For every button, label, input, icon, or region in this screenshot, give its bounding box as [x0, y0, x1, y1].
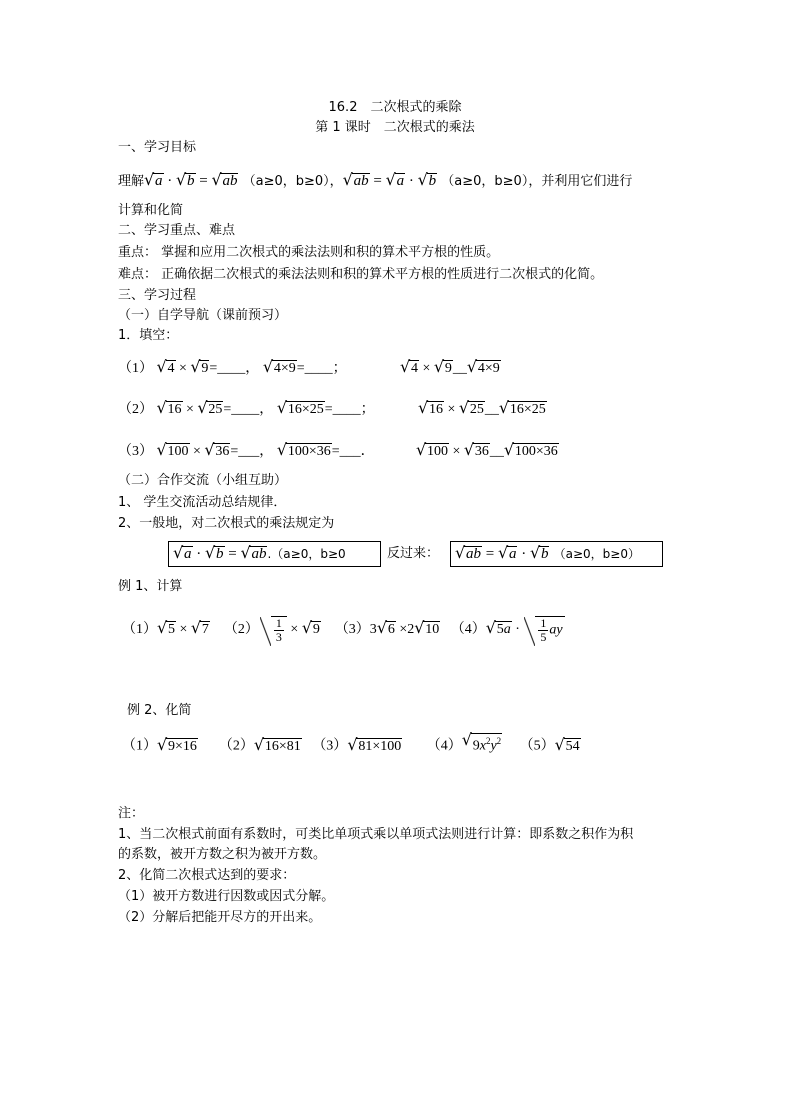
rule-condition: .（a≥0，b≥0 — [267, 547, 346, 561]
radicand: √ 9 — [443, 360, 453, 376]
example-2-item-5-label: （5） — [519, 738, 555, 754]
fill-item-3: （3） √ 100 × √ 36=___， √ 100×36=___． — [118, 441, 375, 463]
note-2: 2、化简二次根式达到的要求： — [118, 868, 296, 883]
blank: =___， — [230, 444, 274, 459]
example-1-item-2-label: （2） — [223, 622, 259, 638]
fill-item-2: （2） √ 16 × √ 25=____， √ 16×25=____； — [118, 399, 375, 421]
blank: =___． — [331, 444, 375, 459]
blank: =____， — [209, 361, 260, 376]
example-1-item-4-label: （4） — [450, 622, 486, 638]
cooperation-item-1: 1、 学生交流活动总结规律． — [118, 495, 287, 510]
radicand: √ 4 — [409, 360, 419, 376]
lesson-subtitle: 第 1 课时 二次根式的乘法 — [315, 120, 475, 135]
fill-item-number: （1） — [118, 361, 153, 376]
radicand: √ 100 — [166, 443, 190, 459]
radicand: √ 4×9 — [272, 360, 297, 376]
compare-item-1: √ 4 × √ 9__√ 4×9 — [400, 358, 501, 380]
reverse-condition: （a≥0，b≥0） — [553, 547, 640, 561]
reverse-rule-box — [450, 541, 663, 567]
multiplication-rule-box — [168, 541, 381, 567]
fill-item-number: （2） — [118, 402, 153, 417]
goal-condition-1: （a≥0，b≥0）， — [242, 174, 343, 189]
cooperation-item-2: 2、一般地，对二次根式的乘法规定为 — [118, 516, 335, 531]
radicand: √ 25 — [468, 401, 485, 417]
fill-item-number: （3） — [118, 444, 153, 459]
rule-formula: √ a · √ b = √ ab — [173, 546, 267, 562]
key-point: 重点： 掌握和应用二次根式的乘法法则和积的算术平方根的性质。 — [118, 245, 500, 260]
radicand: √ 25 — [206, 401, 223, 417]
radicand: √ 4×9 — [476, 360, 501, 376]
reverse-label: 反过来： — [387, 546, 440, 561]
compare-item-3: √ 100 × √ 36__√ 100×36 — [416, 441, 559, 463]
cooperation-heading: （二）合作交流（小组互助） — [118, 473, 288, 488]
radicand: √ 36 — [213, 443, 230, 459]
note-2-item-1: （1）被开方数进行因数或因式分解。 — [118, 889, 335, 904]
radicand: √ 16 — [427, 401, 444, 417]
radicand: √ 4 — [166, 360, 176, 376]
radicand: √ 16×25 — [286, 401, 325, 417]
goal-line — [118, 170, 632, 193]
radicand: √ 100×36 — [286, 443, 332, 459]
fill-item-1: （1） √ 4 × √ 9=____， √ 4×9=____； — [118, 358, 347, 380]
radicand: √ 9 — [199, 360, 209, 376]
note-1-line-2: 的系数，被开方数之积为被开方数。 — [118, 847, 327, 862]
fill-heading: 1．填空： — [118, 328, 179, 343]
example-2-heading: 例 2、化简 — [127, 703, 192, 718]
example-2-item-1-label: （1） — [122, 738, 157, 754]
radicand: √ 36 — [473, 443, 490, 459]
example-1-item-3-label: （3）3 — [334, 622, 377, 638]
example-2-item-3-label: （3） — [312, 738, 348, 754]
note-2-item-2: （2）分解后把能开尽方的开出来。 — [118, 910, 322, 925]
radicand: √ 16 — [166, 401, 183, 417]
section-goals-heading: 一、学习目标 — [118, 140, 197, 155]
example-1-heading: 例 1、计算 — [118, 579, 183, 594]
example-2-item-2-label: （2） — [218, 738, 254, 754]
notes-heading: 注： — [118, 806, 145, 821]
goal-condition-2: （a≥0，b≥0），并利用它们进行 — [441, 174, 633, 189]
compare-item-2: √ 16 × √ 25__√ 16×25 — [418, 399, 547, 421]
example-1-item-1-label: （1） — [122, 622, 157, 638]
goal-formula-2: √ ab = √ a · √ b — [343, 173, 437, 189]
example-2-items: （1）√ 9×16 （2）√ 16×81 （3）√ 81×100 （4）√ $9x^2y^2$ （5）√ 54 — [122, 733, 581, 758]
blank: =____， — [223, 402, 274, 417]
radicand: √ 100 — [425, 443, 449, 459]
page-title: 16.2 二次根式的乘除 — [328, 100, 462, 115]
reverse-formula: √ ab = √ a · √ b — [455, 546, 549, 562]
example-2-item-4-label: （4） — [426, 738, 462, 754]
section-keypoints-heading: 二、学习重点、难点 — [118, 223, 236, 238]
goal-formula-1: √ a · √ b = √ ab — [144, 173, 238, 189]
goal-prefix: 理解 — [118, 174, 145, 189]
radicand: √ 16×25 — [508, 401, 547, 417]
difficulty: 难点： 正确依据二次根式的乘法法则和积的算术平方根的性质进行二次根式的化简。 — [118, 267, 604, 282]
section-process-heading: 三、学习过程 — [118, 288, 197, 303]
goal-line-2: 计算和化简 — [118, 203, 184, 218]
note-1-line-1: 1、当二次根式前面有系数时，可类比单项式乘以单项式法则进行计算：即系数之积作为积 — [118, 827, 634, 842]
radicand: √ 100×36 — [513, 443, 559, 459]
self-study-heading: （一）自学导航（课前预习） — [118, 308, 288, 323]
example-1-items: （1）√ 5 × √ 7 （2） $\frac{1}{3}$ × √ 9 （3）3√ 6 ×2√ 10 （4）√ 5a · $\frac{1}{5}$ ay — [122, 616, 565, 644]
blank: =____； — [296, 361, 347, 376]
blank: =____； — [324, 402, 375, 417]
